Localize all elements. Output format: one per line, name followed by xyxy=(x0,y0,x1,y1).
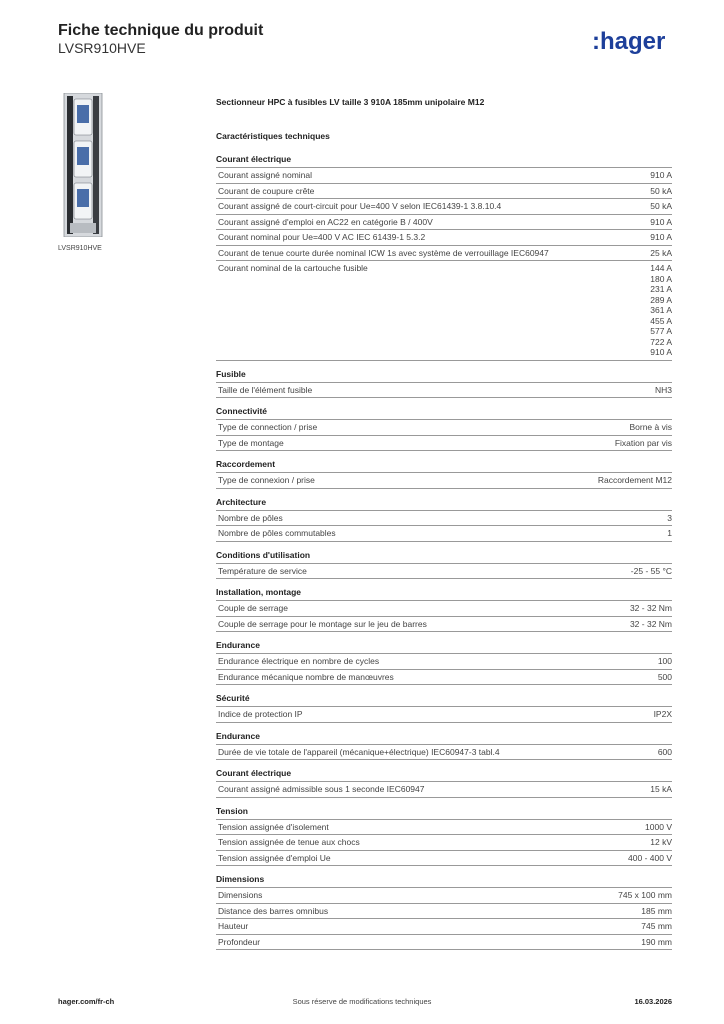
spec-value xyxy=(650,263,672,358)
spec-value: 910 A xyxy=(650,170,672,180)
spec-row xyxy=(216,820,672,836)
spec-value: 12 kV xyxy=(650,837,672,847)
spec-label: Hauteur xyxy=(218,921,249,931)
spec-value-item: 144 A xyxy=(650,263,672,273)
page-title: Fiche technique du produit xyxy=(58,22,264,39)
spec-value-item: 180 A xyxy=(650,273,672,284)
spec-label: Tension assignée d'isolement xyxy=(218,821,329,832)
spec-row xyxy=(216,670,672,686)
spec-value: Raccordement M12 xyxy=(597,475,672,485)
spec-label: Distance des barres omnibus xyxy=(218,905,329,916)
spec-row xyxy=(216,511,672,527)
footer-date: 16.03.2026 xyxy=(634,997,672,1006)
spec-value: Fixation par vis xyxy=(614,437,672,448)
section-title: Conditions d'utilisation xyxy=(216,550,672,564)
section-title: Raccordement xyxy=(216,459,672,473)
spec-content xyxy=(216,96,672,958)
spec-value: 745 mm xyxy=(641,921,672,931)
spec-row xyxy=(216,246,672,262)
footer-disclaimer: Sous réserve de modifications techniques xyxy=(292,997,432,1006)
spec-row xyxy=(216,835,672,851)
spec-row xyxy=(216,782,672,798)
characteristics-heading: Caractéristiques techniques xyxy=(216,131,330,141)
spec-label: Courant assigné de court-circuit pour Ue=400 V selon IEC61439-1 3.8.10.4 xyxy=(218,201,502,211)
spec-value: 15 kA xyxy=(650,784,672,794)
spec-row xyxy=(216,707,672,723)
spec-row xyxy=(216,168,672,184)
spec-row xyxy=(216,184,672,200)
spec-value: 32 - 32 Nm xyxy=(629,603,672,613)
spec-section xyxy=(216,768,672,798)
spec-value-item: 910 A xyxy=(650,347,672,357)
spec-section xyxy=(216,587,672,632)
spec-label: Courant assigné nominal xyxy=(218,170,313,180)
spec-value: 25 kA xyxy=(650,247,672,258)
spec-label: Durée de vie totale de l'appareil (mécanique+électrique) IEC60947-3 tabl.4 xyxy=(218,746,500,757)
spec-value-item: 577 A xyxy=(650,326,672,336)
spec-row xyxy=(216,215,672,231)
spec-row xyxy=(216,904,672,920)
spec-label: Courant de coupure crête xyxy=(218,185,315,196)
spec-label: Dimensions xyxy=(218,890,263,900)
section-title: Fusible xyxy=(216,369,672,383)
spec-value-item: 361 A xyxy=(650,305,672,315)
spec-value: NH3 xyxy=(654,384,672,395)
spec-row xyxy=(216,230,672,246)
spec-value: 100 xyxy=(657,656,672,666)
spec-label: Couple de serrage xyxy=(218,603,288,613)
spec-row xyxy=(216,617,672,633)
spec-value: 1 xyxy=(667,528,672,538)
spec-row xyxy=(216,654,672,670)
spec-label: Type de connection / prise xyxy=(218,422,318,432)
spec-label: Courant nominal de la cartouche fusible xyxy=(218,263,368,273)
spec-value: 600 xyxy=(657,746,672,757)
spec-label: Tension assignée d'emploi Ue xyxy=(218,852,331,863)
spec-label: Tension assignée de tenue aux chocs xyxy=(218,837,360,847)
section-title: Dimensions xyxy=(216,874,672,888)
spec-label: Type de montage xyxy=(218,437,284,448)
product-title: Sectionneur HPC à fusibles LV taille 3 910A 185mm unipolaire M12 xyxy=(216,97,485,107)
spec-section xyxy=(216,806,672,867)
spec-row xyxy=(216,526,672,542)
spec-row xyxy=(216,745,672,761)
spec-row xyxy=(216,601,672,617)
spec-section xyxy=(216,154,672,361)
spec-label: Température de service xyxy=(218,565,307,576)
spec-value: 50 kA xyxy=(650,185,672,196)
spec-section xyxy=(216,459,672,489)
section-title: Endurance xyxy=(216,640,672,654)
spec-label: Taille de l'élément fusible xyxy=(218,384,313,395)
section-title: Architecture xyxy=(216,497,672,511)
spec-value: 185 mm xyxy=(641,905,672,916)
spec-row xyxy=(216,919,672,935)
spec-label: Nombre de pôles xyxy=(218,512,283,523)
spec-label: Courant nominal pour Ue=400 V AC IEC 61439-1 5.3.2 xyxy=(218,232,426,242)
spec-label: Courant assigné admissible sous 1 seconde IEC60947 xyxy=(218,784,425,794)
spec-label: Courant de tenue courte durée nominal ICW 1s avec système de verrouillage IEC60947 xyxy=(218,247,549,258)
spec-row xyxy=(216,935,672,951)
spec-row xyxy=(216,420,672,436)
spec-value-item: 231 A xyxy=(650,284,672,294)
section-title: Courant électrique xyxy=(216,154,672,168)
section-title: Sécurité xyxy=(216,693,672,707)
image-caption: LVSR910HVE xyxy=(58,245,102,252)
hager-logo xyxy=(592,27,676,61)
spec-section xyxy=(216,406,672,451)
logo-text: :hager xyxy=(592,28,666,55)
spec-row xyxy=(216,199,672,215)
spec-value: 500 xyxy=(657,671,672,682)
spec-section xyxy=(216,497,672,542)
spec-value: 50 kA xyxy=(650,201,672,211)
spec-value: -25 - 55 °C xyxy=(630,565,672,576)
product-reference: LVSR910HVE xyxy=(58,40,146,56)
footer-website: hager.com/fr-ch xyxy=(58,997,115,1006)
section-title: Courant électrique xyxy=(216,768,672,782)
spec-label: Endurance électrique en nombre de cycles xyxy=(218,656,380,666)
spec-row xyxy=(216,888,672,904)
spec-value: 32 - 32 Nm xyxy=(629,618,672,629)
spec-value-item: 455 A xyxy=(650,315,672,326)
spec-value: 3 xyxy=(667,512,672,523)
spec-label: Couple de serrage pour le montage sur le jeu de barres xyxy=(218,618,427,629)
section-title: Installation, montage xyxy=(216,587,672,601)
spec-sections xyxy=(216,154,672,950)
spec-value: 910 A xyxy=(650,216,672,227)
section-title: Tension xyxy=(216,806,672,820)
spec-section xyxy=(216,550,672,580)
spec-value: 910 A xyxy=(650,232,672,242)
product-image xyxy=(58,93,108,237)
spec-row xyxy=(216,261,672,361)
spec-value: IP2X xyxy=(653,709,672,719)
section-title: Endurance xyxy=(216,731,672,745)
spec-value: Borne à vis xyxy=(629,422,672,432)
spec-row xyxy=(216,436,672,452)
spec-value: 1000 V xyxy=(645,821,672,832)
spec-label: Profondeur xyxy=(218,936,261,947)
spec-section xyxy=(216,731,672,761)
spec-row xyxy=(216,564,672,580)
spec-value: 745 x 100 mm xyxy=(618,890,672,900)
section-title: Connectivité xyxy=(216,406,672,420)
spec-section xyxy=(216,369,672,399)
spec-label: Indice de protection IP xyxy=(218,709,303,719)
spec-label: Courant assigné d'emploi en AC22 en catégorie B / 400V xyxy=(218,216,433,227)
spec-value-item: 722 A xyxy=(650,336,672,347)
spec-section xyxy=(216,693,672,723)
spec-label: Type de connexion / prise xyxy=(218,475,315,485)
spec-row xyxy=(216,383,672,399)
spec-value: 190 mm xyxy=(641,936,672,947)
spec-label: Endurance mécanique nombre de manœuvres xyxy=(218,671,394,682)
spec-value: 400 - 400 V xyxy=(628,852,672,863)
spec-row xyxy=(216,851,672,867)
spec-section xyxy=(216,640,672,685)
spec-label: Nombre de pôles commutables xyxy=(218,528,336,538)
spec-row xyxy=(216,473,672,489)
spec-value-item: 289 A xyxy=(650,294,672,305)
spec-section xyxy=(216,874,672,950)
